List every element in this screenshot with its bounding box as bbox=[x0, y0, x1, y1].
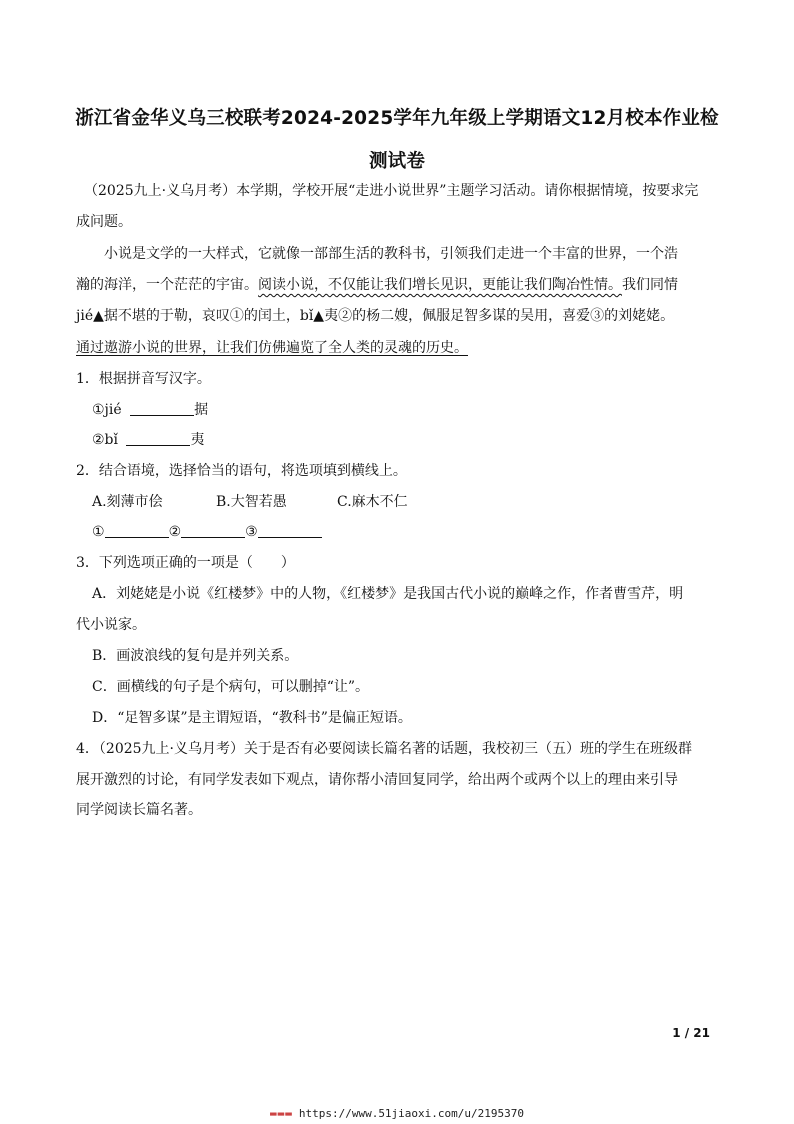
footer-url[interactable]: https://www.51jiaoxi.com/u/2195370 bbox=[298, 1107, 525, 1120]
wavy-underlined-sentence: 阅读小说，不仅能让我们增长见识，更能让我们陶冶性情。 bbox=[258, 277, 622, 293]
q1-a-label: ①jié bbox=[92, 402, 122, 418]
question-1-item-a bbox=[92, 400, 208, 420]
q3-option-a-line-2: 代小说家。 bbox=[76, 617, 146, 633]
q2-answer-blank-3[interactable] bbox=[258, 523, 322, 538]
question-2-stem: 2．结合语境，选择恰当的语句，将选项填到横线上。 bbox=[76, 463, 407, 479]
passage-line-1: 小说是文学的一大样式，它就像一部部生活的教科书，引领我们走进一个丰富的世界，一个浩 bbox=[104, 246, 678, 262]
underlined-sentence: 通过遨游小说的世界，让我们仿佛遍览了全人类的灵魂的历史。 bbox=[76, 340, 468, 356]
question-4-line-1: 4．（2025九上·义乌月考）关于是否有必要阅读长篇名著的话题，我校初三（五）班的学生在班级群 bbox=[76, 741, 692, 757]
q2-option-a: A.刻薄市侩 bbox=[92, 494, 163, 510]
q1-a-answer-blank[interactable] bbox=[130, 401, 194, 416]
intro-line-2: 成问题。 bbox=[76, 214, 132, 230]
q3-option-a-line-1: A．刘姥姥是小说《红楼梦》中的人物，《红楼梦》是我国古代小说的巅峰之作，作者曹雪芹，明 bbox=[92, 586, 684, 602]
footer-logo-icon: ▬▬▬ bbox=[269, 1107, 293, 1120]
q2-option-b: B.大智若愚 bbox=[216, 494, 287, 510]
q2-answer-row bbox=[92, 522, 322, 542]
q1-b-answer-blank[interactable] bbox=[126, 431, 190, 446]
passage-line-3: jié▲据不堪的于勒，哀叹①的闰土，bǐ▲夷②的杨二嫂，佩服足智多谋的吴用，喜爱③的刘姥姥。 bbox=[76, 308, 675, 324]
q3-option-c: C．画横线的句子是个病句，可以删掉“让”。 bbox=[92, 679, 370, 695]
intro-line-1: （2025九上·义乌月考）本学期，学校开展“走进小说世界”主题学习活动。请你根据情境，按要求完 bbox=[84, 183, 699, 199]
question-4-line-2: 展开激烈的讨论，有同学发表如下观点，请你帮小清回复同学，给出两个或两个以上的理由来引导 bbox=[76, 772, 678, 788]
q2-answer-blank-2[interactable] bbox=[181, 523, 245, 538]
q1-a-suffix: 据 bbox=[194, 402, 209, 418]
document-title-line-2: 测试卷 bbox=[368, 151, 426, 172]
document-title-line-1: 浙江省金华义乌三校联考2024-2025学年九年级上学期语文12月校本作业检 bbox=[75, 108, 719, 129]
question-1-item-b bbox=[92, 430, 204, 450]
q3-option-d: D．“足智多谋”是主谓短语，“教科书”是偏正短语。 bbox=[92, 710, 412, 726]
question-3-stem: 3．下列选项正确的一项是（ ） bbox=[76, 555, 295, 571]
q2-marker-3: ③ bbox=[245, 524, 258, 540]
page-number: 1 / 21 bbox=[672, 1026, 710, 1040]
q1-b-suffix: 夷 bbox=[190, 432, 205, 448]
q1-b-label: ②bǐ bbox=[92, 432, 118, 448]
question-1-stem: 1．根据拼音写汉字。 bbox=[76, 371, 211, 387]
passage-line-2-plain: 瀚的海洋，一个茫茫的宇宙。 bbox=[76, 277, 258, 293]
q2-answer-blank-1[interactable] bbox=[105, 523, 169, 538]
passage-line-2-after: 我们同情 bbox=[622, 277, 678, 293]
q3-option-b: B．画波浪线的复句是并列关系。 bbox=[92, 648, 299, 664]
q2-option-c: C.麻木不仁 bbox=[337, 494, 408, 510]
passage-line-2 bbox=[76, 275, 678, 295]
question-4-line-3: 同学阅读长篇名著。 bbox=[76, 802, 202, 818]
footer-watermark bbox=[0, 1107, 794, 1120]
q2-marker-1: ① bbox=[92, 524, 105, 540]
q2-marker-2: ② bbox=[168, 524, 182, 540]
